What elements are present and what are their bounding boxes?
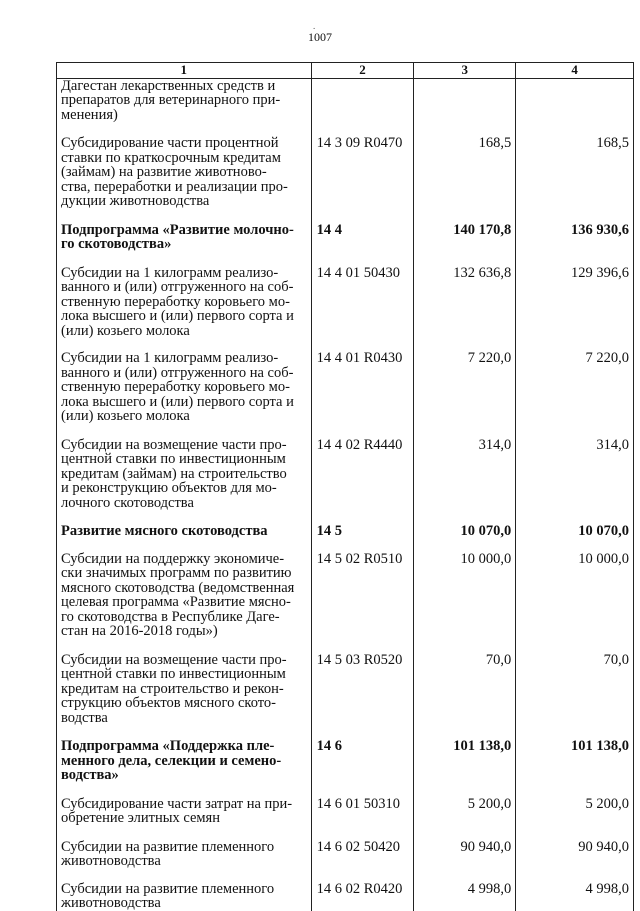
- row-value-col4: 70,0: [516, 653, 634, 726]
- row-code: 14 6: [311, 739, 414, 783]
- row-code: 14 6 02 R0420: [311, 882, 414, 911]
- row-name: [57, 739, 312, 783]
- spacer-cell: [414, 783, 516, 797]
- row-name: [57, 351, 312, 424]
- table-row: [57, 351, 634, 424]
- row-spacer: [57, 725, 634, 739]
- row-value-col3: 7 220,0: [414, 351, 516, 424]
- row-name-line: ственную переработку коровьего мо-: [61, 293, 290, 310]
- row-name-line: Субсидии на поддержку экономиче-: [61, 550, 285, 567]
- spacer-cell: [516, 122, 634, 136]
- row-name-line: лока высшего и (или) первого сорта и: [61, 308, 294, 324]
- row-name-line: Подпрограмма «Развитие молочно-: [61, 221, 294, 238]
- table-row: [57, 840, 634, 869]
- row-value-col4: 168,5: [516, 136, 634, 209]
- row-name-line: Субсидии на 1 килограмм реализо-: [61, 350, 279, 366]
- row-name: [57, 552, 312, 639]
- row-name-line: препаратов для ветеринарного при-: [61, 92, 281, 108]
- table-body: [57, 78, 634, 911]
- row-name-line: обретение элитных семян: [61, 810, 220, 826]
- row-name-line: лочного скотоводства: [61, 494, 194, 511]
- row-code: 14 4 01 R0430: [311, 351, 414, 424]
- row-value-col4: 136 930,6: [516, 223, 634, 252]
- spacer-cell: [57, 725, 312, 739]
- row-code: [311, 78, 414, 122]
- row-name-line: (или) козьего молока: [61, 322, 190, 339]
- row-code: 14 5 03 R0520: [311, 653, 414, 726]
- column-header-2: 2: [311, 63, 414, 79]
- row-name: [57, 840, 312, 869]
- row-code: 14 6 01 50310: [311, 797, 414, 826]
- row-name-line: Субсидии на развитие племенного: [61, 838, 275, 855]
- row-name-line: Субсидии на возмещение части про-: [61, 436, 287, 453]
- spacer-cell: [57, 639, 312, 653]
- row-name-line: и реконструкцию объектов для мо-: [61, 480, 277, 496]
- row-spacer: [57, 639, 634, 653]
- row-name-line: животноводства: [61, 853, 161, 869]
- row-value-col4: 4 998,0: [516, 882, 634, 911]
- row-name: [57, 882, 312, 911]
- spacer-cell: [311, 539, 414, 552]
- spacer-cell: [516, 209, 634, 223]
- spacer-cell: [311, 252, 414, 266]
- spacer-cell: [57, 424, 312, 438]
- spacer-cell: [311, 725, 414, 739]
- scan-mark: .: [313, 21, 316, 31]
- spacer-cell: [414, 122, 516, 136]
- row-spacer: [57, 209, 634, 223]
- spacer-cell: [57, 826, 312, 840]
- spacer-cell: [57, 539, 312, 552]
- row-name-line: ставки по краткосрочным кредитам: [61, 149, 281, 166]
- row-name-line: мясного скотоводства (ведомственная: [61, 579, 295, 596]
- row-value-col4: 101 138,0: [516, 739, 634, 783]
- row-name-line: Субсидирование части затрат на при-: [61, 795, 293, 812]
- spacer-cell: [516, 539, 634, 552]
- row-name-line: водства: [61, 709, 108, 726]
- row-name-line: Подпрограмма «Поддержка пле-: [61, 738, 275, 754]
- table-row: [57, 797, 634, 826]
- row-name-line: ванного и (или) отгруженного на соб-: [61, 279, 294, 295]
- row-name: [57, 78, 312, 122]
- spacer-cell: [311, 209, 414, 223]
- row-value-col3: 5 200,0: [414, 797, 516, 826]
- table-row: [57, 524, 634, 539]
- column-header-3: 3: [414, 63, 516, 79]
- row-value-col3: 132 636,8: [414, 266, 516, 339]
- row-value-col3: 101 138,0: [414, 739, 516, 783]
- spacer-cell: [57, 209, 312, 223]
- row-name: [57, 438, 312, 511]
- row-value-col4: 10 000,0: [516, 552, 634, 639]
- table-row: [57, 438, 634, 511]
- spacer-cell: [57, 783, 312, 797]
- row-name-line: го скотоводства»: [61, 236, 172, 252]
- spacer-cell: [414, 725, 516, 739]
- row-name-line: ванного и (или) отгруженного на соб-: [61, 364, 294, 381]
- row-name-line: (или) козьего молока: [61, 408, 190, 424]
- row-spacer: [57, 510, 634, 524]
- row-value-col3: 140 170,8: [414, 223, 516, 252]
- table-row: [57, 223, 634, 252]
- table-row: [57, 552, 634, 639]
- row-name-line: лока высшего и (или) первого сорта и: [61, 393, 294, 410]
- page-number: 1007: [308, 30, 332, 44]
- row-name-line: Субсидии на возмещение части про-: [61, 651, 287, 668]
- spacer-cell: [414, 209, 516, 223]
- row-value-col4: 314,0: [516, 438, 634, 511]
- table-header-row: [57, 63, 634, 79]
- table-row: [57, 266, 634, 339]
- spacer-cell: [311, 869, 414, 882]
- table-row: [57, 136, 634, 209]
- row-name-line: животноводства: [61, 895, 161, 911]
- row-value-col3: 10 070,0: [414, 524, 516, 539]
- row-name: [57, 223, 312, 252]
- spacer-cell: [516, 783, 634, 797]
- spacer-cell: [516, 510, 634, 524]
- row-name-line: Субсидирование части процентной: [61, 135, 279, 151]
- spacer-cell: [57, 252, 312, 266]
- row-code: 14 3 09 R0470: [311, 136, 414, 209]
- row-name-line: стан на 2016-2018 годы»): [61, 623, 218, 639]
- row-name-line: ски значимых программ по развитию: [61, 565, 292, 581]
- spacer-cell: [516, 424, 634, 438]
- spacer-cell: [414, 826, 516, 840]
- row-code: 14 4: [311, 223, 414, 252]
- row-name-line: водства»: [61, 767, 119, 783]
- row-value-col3: 70,0: [414, 653, 516, 726]
- table-row: [57, 653, 634, 726]
- spacer-cell: [516, 725, 634, 739]
- row-name-line: кредитам (займам) на строительство: [61, 465, 287, 482]
- row-name-line: струкцию объектов мясного ското-: [61, 695, 276, 711]
- row-value-col4: 10 070,0: [516, 524, 634, 539]
- spacer-cell: [311, 122, 414, 136]
- spacer-cell: [516, 252, 634, 266]
- row-name-line: ственную переработку коровьего мо-: [61, 379, 290, 395]
- row-spacer: [57, 869, 634, 882]
- row-spacer: [57, 783, 634, 797]
- row-value-col3: 168,5: [414, 136, 516, 209]
- table-row: [57, 739, 634, 783]
- spacer-cell: [414, 639, 516, 653]
- row-value-col4: 90 940,0: [516, 840, 634, 869]
- row-value-col4: 5 200,0: [516, 797, 634, 826]
- row-name: [57, 266, 312, 339]
- row-value-col4: 129 396,6: [516, 266, 634, 339]
- row-value-col3: 314,0: [414, 438, 516, 511]
- row-name-line: менения): [61, 106, 118, 123]
- row-name: [57, 653, 312, 726]
- spacer-cell: [311, 510, 414, 524]
- row-name-line: центной ставки по инвестиционным: [61, 666, 286, 682]
- row-code: 14 4 01 50430: [311, 266, 414, 339]
- spacer-cell: [311, 639, 414, 653]
- spacer-cell: [57, 122, 312, 136]
- row-name-line: (займам) на развитие животново-: [61, 164, 267, 180]
- spacer-cell: [57, 869, 312, 882]
- spacer-cell: [516, 869, 634, 882]
- spacer-cell: [414, 252, 516, 266]
- row-name-line: дукции животноводства: [61, 193, 210, 209]
- budget-table: [56, 62, 634, 911]
- row-code: 14 5: [311, 524, 414, 539]
- row-value-col3: 4 998,0: [414, 882, 516, 911]
- row-code: 14 6 02 50420: [311, 840, 414, 869]
- row-name-line: менного дела, селекции и семено-: [61, 752, 282, 769]
- row-name: [57, 136, 312, 209]
- row-value-col3: 10 000,0: [414, 552, 516, 639]
- row-value-col4: [516, 78, 634, 122]
- spacer-cell: [516, 826, 634, 840]
- column-header-1: 1: [57, 63, 312, 79]
- row-name-line: го скотоводства в Республике Даге-: [61, 608, 280, 625]
- row-name-line: ства, переработки и реализации про-: [61, 178, 288, 195]
- table-row: [57, 882, 634, 911]
- row-name-line: Субсидии на 1 килограмм реализо-: [61, 264, 279, 281]
- row-name: [57, 524, 312, 539]
- column-header-4: 4: [516, 63, 634, 79]
- row-name-line: целевая программа «Развитие мясно-: [61, 594, 291, 610]
- spacer-cell: [311, 826, 414, 840]
- row-spacer: [57, 539, 634, 552]
- row-name-line: Развитие мясного скотоводства: [61, 523, 268, 539]
- spacer-cell: [311, 783, 414, 797]
- spacer-cell: [311, 424, 414, 438]
- table-row: [57, 78, 634, 122]
- spacer-cell: [57, 510, 312, 524]
- row-code: 14 4 02 R4440: [311, 438, 414, 511]
- row-spacer: [57, 826, 634, 840]
- row-name-line: Субсидии на развитие племенного: [61, 880, 275, 897]
- row-name-line: кредитам на строительство и рекон-: [61, 680, 284, 697]
- row-spacer: [57, 252, 634, 266]
- row-value-col4: 7 220,0: [516, 351, 634, 424]
- spacer-cell: [414, 869, 516, 882]
- row-name-line: центной ставки по инвестиционным: [61, 451, 286, 467]
- row-spacer: [57, 122, 634, 136]
- spacer-cell: [414, 510, 516, 524]
- spacer-cell: [516, 639, 634, 653]
- row-value-col3: [414, 78, 516, 122]
- row-name: [57, 797, 312, 826]
- row-code: 14 5 02 R0510: [311, 552, 414, 639]
- spacer-cell: [414, 539, 516, 552]
- row-value-col3: 90 940,0: [414, 840, 516, 869]
- row-spacer: [57, 424, 634, 438]
- row-name-line: Дагестан лекарственных средств и: [61, 77, 276, 94]
- spacer-cell: [414, 424, 516, 438]
